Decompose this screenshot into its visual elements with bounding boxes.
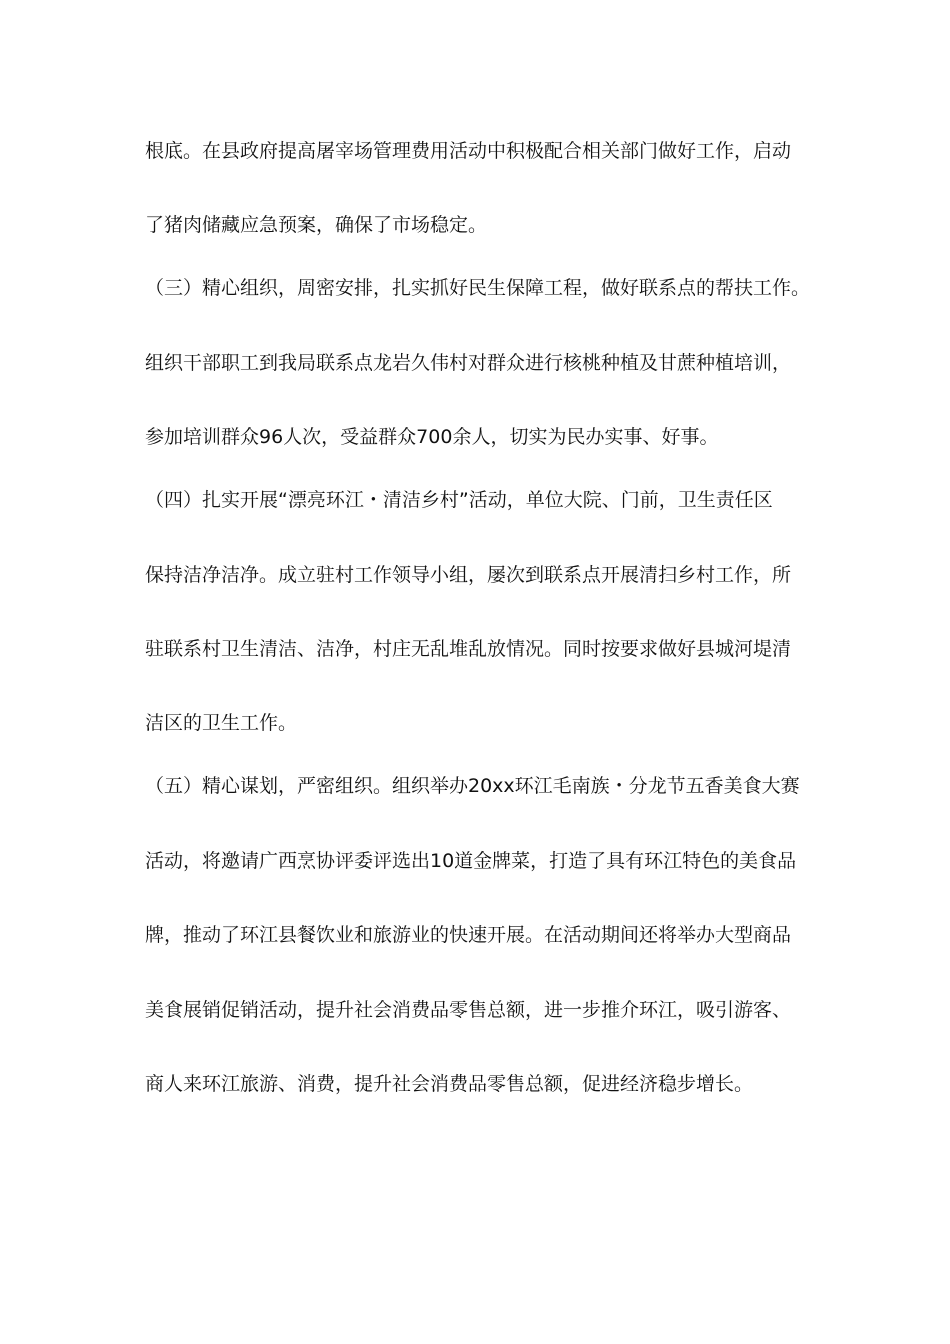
text-line: 根底。在县政府提高屠宰场管理费用活动中积极配合相关部门做好工作，启动 <box>145 140 792 162</box>
text-line: 牌，推动了环江县餐饮业和旅游业的快速开展。在活动期间还将举办大型商品 <box>145 924 792 946</box>
text-line: 活动，将邀请广西烹协评委评选出10道金牌菜，打造了具有环江特色的美食品 <box>145 850 797 872</box>
text-line: 组织干部职工到我局联系点龙岩久伟村对群众进行核桃种植及甘蔗种植培训， <box>145 352 792 374</box>
section-heading-4: （四）扎实开展“漂亮环江・清洁乡村”活动，单位大院、门前，卫生责任区 <box>145 489 773 511</box>
text-line: 保持洁净洁净。成立驻村工作领导小组，屡次到联系点开展清扫乡村工作，所 <box>145 564 792 586</box>
text-line: 驻联系村卫生清洁、洁净，村庄无乱堆乱放情况。同时按要求做好县城河堤清 <box>145 638 792 660</box>
text-line: 参加培训群众96人次，受益群众700余人，切实为民办实事、好事。 <box>145 426 719 448</box>
text-line: 美食展销促销活动，提升社会消费品零售总额，进一步推介环江，吸引游客、 <box>145 999 792 1021</box>
section-heading-5: （五）精心谋划，严密组织。组织举办20xx环江毛南族・分龙节五香美食大赛 <box>145 775 800 797</box>
text-line: 商人来环江旅游、消费，提升社会消费品零售总额，促进经济稳步增长。 <box>145 1073 754 1095</box>
section-heading-3: （三）精心组织，周密安排，扎实抓好民生保障工程，做好联系点的帮扶工作。 <box>145 277 811 299</box>
text-line: 洁区的卫生工作。 <box>145 712 298 734</box>
text-line: 了猪肉储藏应急预案，确保了市场稳定。 <box>145 214 488 236</box>
